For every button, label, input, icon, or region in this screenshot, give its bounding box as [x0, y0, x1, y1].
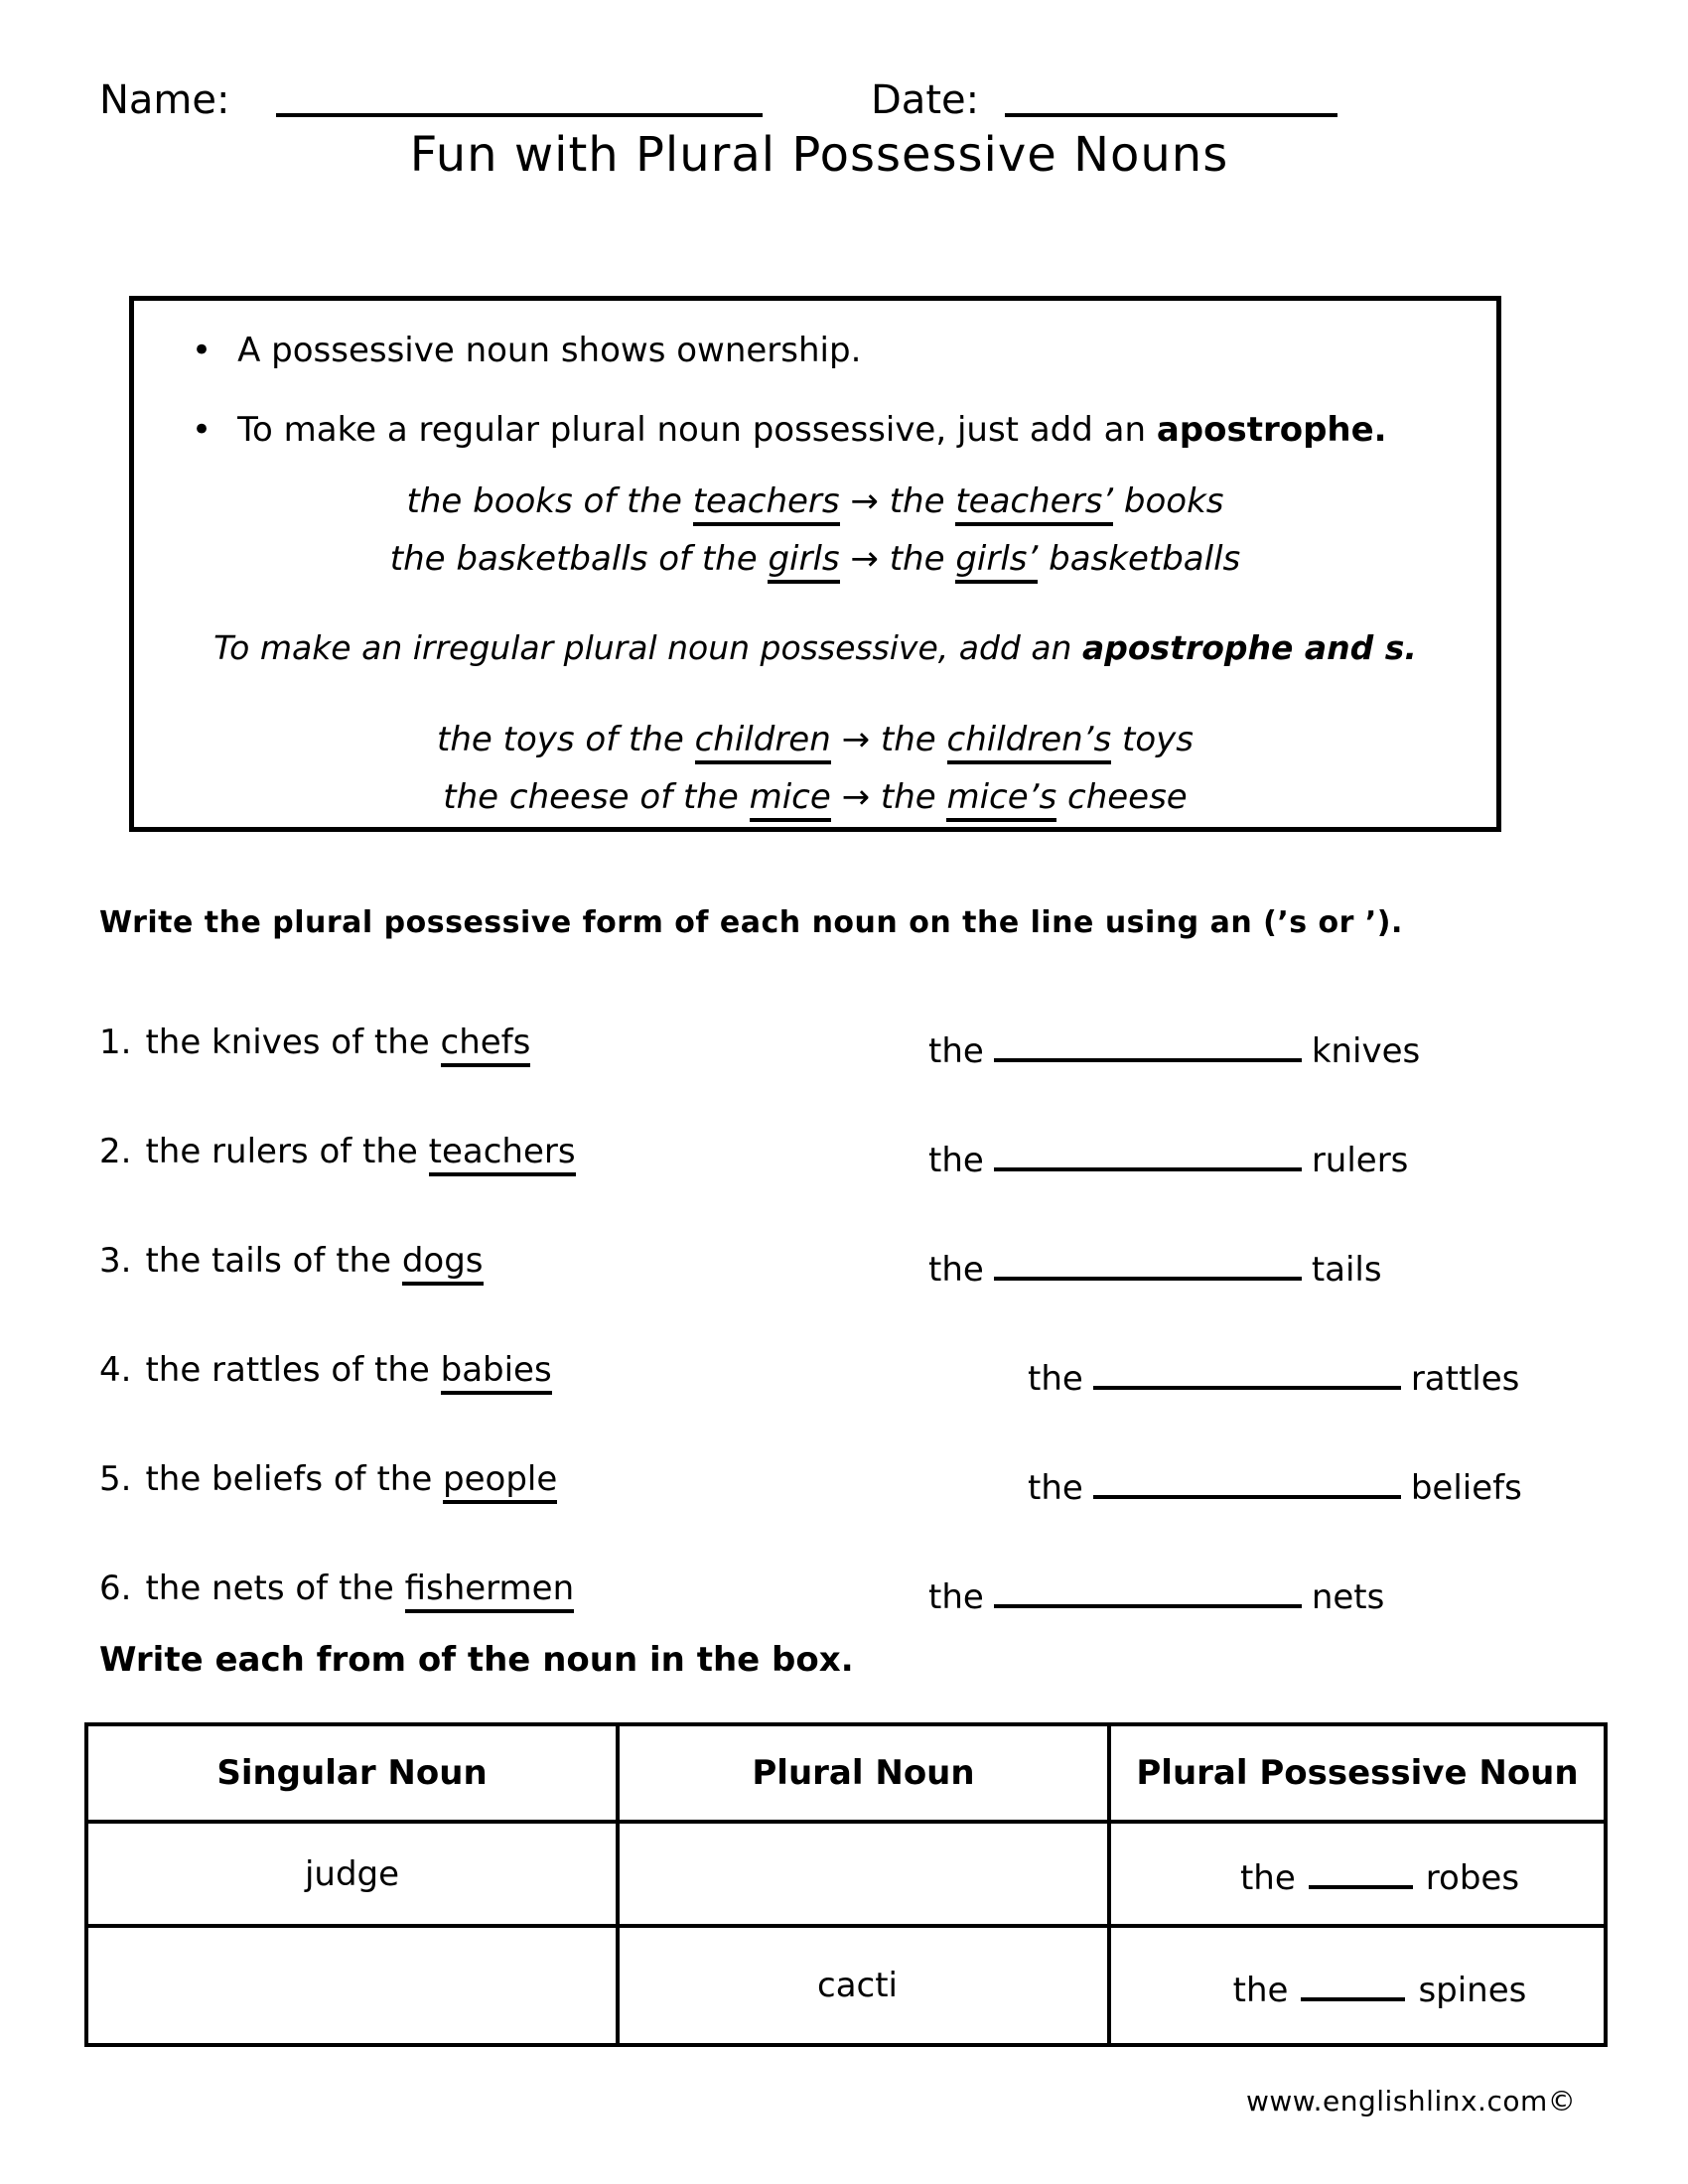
- answer-the: the: [1239, 1858, 1296, 1898]
- name-label: Name:: [99, 77, 230, 123]
- cell-plural-empty: [618, 1822, 1109, 1926]
- rule-text-plain: To make a regular plural noun possessive, just add an: [237, 410, 1157, 450]
- item-prompt: [99, 1241, 484, 1281]
- item-noun-underlined: people: [443, 1459, 557, 1504]
- exercise-item-5: [0, 1459, 1688, 1515]
- item-noun-underlined: fishermen: [405, 1569, 575, 1613]
- answer-blank-line: [1093, 1459, 1401, 1499]
- rule-bullet-1: [192, 331, 861, 371]
- item-text: the rulers of the: [145, 1132, 429, 1171]
- example-noun-underlined: girls: [768, 539, 839, 584]
- item-number: 5.: [99, 1459, 132, 1499]
- example-noun-underlined: children: [695, 720, 831, 764]
- item-prompt: [99, 1132, 576, 1171]
- answer-word: nets: [1311, 1577, 1385, 1617]
- header-plural-noun: Plural Noun: [618, 1724, 1109, 1822]
- item-text: the knives of the: [145, 1023, 441, 1062]
- answer-word: robes: [1425, 1858, 1520, 1898]
- answer-the: the: [928, 1141, 984, 1180]
- item-number: 4.: [99, 1350, 132, 1390]
- item-number: 6.: [99, 1569, 132, 1608]
- rule-text-bold: apostrophe and s.: [1081, 628, 1417, 667]
- date-label: Date:: [871, 77, 980, 123]
- example-segment: toys: [1111, 720, 1194, 759]
- example-segment: the books of the: [406, 481, 693, 521]
- answer-the: the: [928, 1250, 984, 1290]
- item-text: the nets of the: [145, 1569, 405, 1608]
- answer-blank-line: [1301, 1962, 1405, 2001]
- item-number: 2.: [99, 1132, 132, 1171]
- example-result-underlined: mice’s: [946, 777, 1056, 822]
- bullet-icon: •: [192, 331, 212, 370]
- example-irregular-2: [134, 777, 1496, 817]
- example-segment: the toys of the: [437, 720, 695, 759]
- example-regular-2: [134, 539, 1496, 579]
- answer-blank-line: [994, 1569, 1302, 1608]
- item-number: 3.: [99, 1241, 132, 1281]
- answer-word: spines: [1418, 1970, 1527, 2010]
- item-text: the rattles of the: [145, 1350, 441, 1390]
- answer-word: rulers: [1311, 1141, 1409, 1180]
- example-segment: the cheese of the: [443, 777, 750, 817]
- example-arrow-segment: → the: [839, 481, 956, 521]
- item-answer: [928, 1241, 1382, 1290]
- noun-table: [84, 1722, 1608, 2047]
- example-arrow-segment: → the: [839, 539, 956, 579]
- exercise2-instructions: Write each from of the noun in the box.: [99, 1640, 854, 1680]
- example-regular-1: [134, 481, 1496, 521]
- exercise-item-3: [0, 1241, 1688, 1297]
- example-arrow-segment: → the: [830, 777, 947, 817]
- exercise-item-6: [0, 1569, 1688, 1624]
- cell-possessive: [1109, 1926, 1606, 2045]
- rule-text-plain: To make an irregular plural noun possessive, add an: [213, 628, 1082, 667]
- answer-blank-line: [994, 1023, 1302, 1062]
- example-result-underlined: girls’: [955, 539, 1038, 584]
- rule-text: [237, 410, 1387, 451]
- item-prompt: [99, 1459, 557, 1499]
- name-blank-line: [276, 77, 763, 117]
- answer-blank-line: [1093, 1350, 1401, 1390]
- cell-singular-empty: [86, 1926, 618, 2045]
- answer-word: beliefs: [1410, 1468, 1522, 1508]
- answer-the: the: [1232, 1970, 1289, 2010]
- cell-singular: judge: [86, 1822, 618, 1926]
- answer-blank-line: [1309, 1849, 1413, 1889]
- answer-blank-line: [994, 1241, 1302, 1281]
- item-answer: [928, 1569, 1384, 1617]
- item-noun-underlined: babies: [441, 1350, 552, 1395]
- exercise-item-1: [0, 1023, 1688, 1078]
- rules-box: [129, 296, 1501, 832]
- example-segment: basketballs: [1038, 539, 1241, 579]
- header-plural-possessive-noun: Plural Possessive Noun: [1109, 1724, 1606, 1822]
- rule-text: A possessive noun shows ownership.: [237, 331, 862, 370]
- cell-plural: cacti: [618, 1926, 1109, 2045]
- example-segment: cheese: [1056, 777, 1188, 817]
- exercise-item-2: [0, 1132, 1688, 1187]
- answer-blank-line: [994, 1132, 1302, 1171]
- example-arrow-segment: → the: [830, 720, 947, 759]
- item-answer: [1028, 1459, 1522, 1508]
- item-noun-underlined: teachers: [429, 1132, 576, 1176]
- example-segment: the basketballs of the: [389, 539, 769, 579]
- item-prompt: [99, 1569, 574, 1608]
- example-result-underlined: teachers’: [955, 481, 1113, 526]
- example-irregular-1: [134, 720, 1496, 759]
- item-prompt: [99, 1023, 530, 1062]
- table-row: [86, 1822, 1606, 1926]
- answer-word: rattles: [1410, 1359, 1520, 1399]
- example-segment: books: [1113, 481, 1224, 521]
- table-row: [86, 1926, 1606, 2045]
- answer-word: knives: [1311, 1031, 1421, 1071]
- item-answer: [928, 1132, 1408, 1180]
- answer-the: the: [928, 1031, 984, 1071]
- answer-word: tails: [1311, 1250, 1382, 1290]
- page-title: Fun with Plural Possessive Nouns: [409, 127, 1229, 183]
- answer-the: the: [1028, 1359, 1083, 1399]
- example-noun-underlined: mice: [750, 777, 831, 822]
- header-singular-noun: Singular Noun: [86, 1724, 618, 1822]
- cell-possessive: [1109, 1822, 1606, 1926]
- site-credit: www.englishlinx.com©: [1246, 2085, 1577, 2117]
- exercise1-instructions: Write the plural possessive form of each noun on the line using an (’s or ’).: [99, 905, 1403, 940]
- table-header-row: [86, 1724, 1606, 1822]
- date-blank-line: [1005, 77, 1337, 117]
- exercise-item-4: [0, 1350, 1688, 1406]
- item-number: 1.: [99, 1023, 132, 1062]
- example-noun-underlined: teachers: [693, 481, 840, 526]
- item-noun-underlined: dogs: [402, 1241, 484, 1286]
- example-result-underlined: children’s: [947, 720, 1112, 764]
- item-answer: [928, 1023, 1420, 1071]
- answer-the: the: [1028, 1468, 1083, 1508]
- item-noun-underlined: chefs: [441, 1023, 531, 1067]
- item-text: the beliefs of the: [145, 1459, 444, 1499]
- rule-text-bold: apostrophe.: [1156, 410, 1387, 450]
- answer-the: the: [928, 1577, 984, 1617]
- item-prompt: [99, 1350, 552, 1390]
- rule-irregular: [134, 628, 1496, 667]
- rule-bullet-2: [192, 410, 1387, 451]
- bullet-icon: •: [192, 410, 212, 450]
- item-text: the tails of the: [145, 1241, 402, 1281]
- item-answer: [1028, 1350, 1519, 1399]
